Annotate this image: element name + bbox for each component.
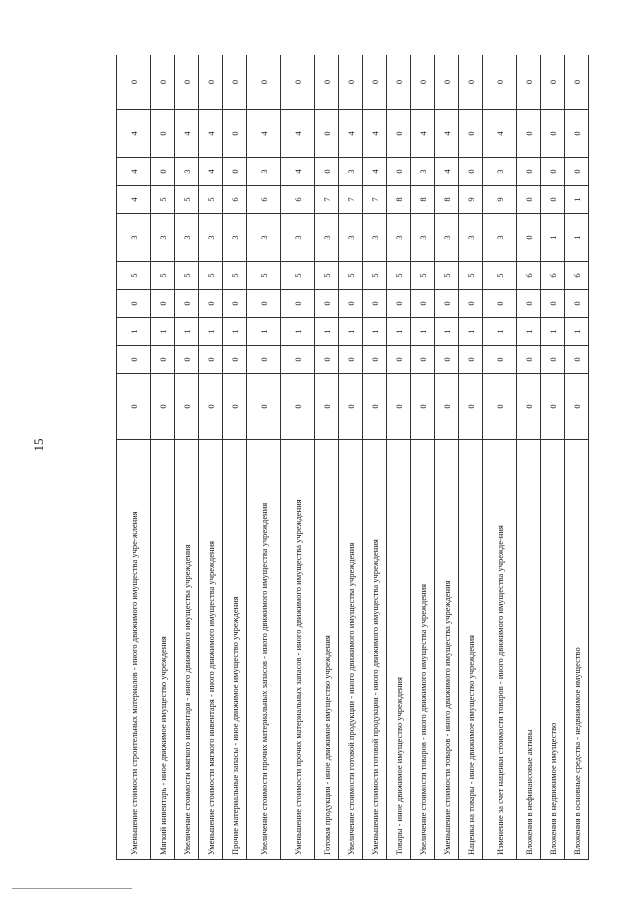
code-digit-cell: 1	[281, 318, 315, 346]
page-number: 15	[31, 438, 46, 452]
code-digit-cell: 8	[387, 186, 411, 214]
table-row	[281, 55, 315, 860]
code-digit-cell: 6	[247, 186, 281, 214]
code-digit-cell: 0	[565, 110, 589, 158]
code-digit-cell: 5	[199, 262, 223, 290]
code-digit-cell: 0	[387, 158, 411, 186]
code-digit-cell: 5	[223, 262, 247, 290]
account-name-cell: Увеличение стоимости мягкого инвентаря - иного движимого имущества учреждения	[175, 440, 199, 860]
code-digit-cell: 0	[315, 110, 339, 158]
code-digit-cell: 1	[199, 318, 223, 346]
code-digit-cell: 0	[541, 55, 565, 110]
code-digit-cell: 0	[565, 55, 589, 110]
code-digit-cell: 4	[435, 158, 459, 186]
code-digit-cell: 0	[459, 290, 483, 318]
table-row	[175, 55, 199, 860]
account-name-cell: Вложения в недвижимое имущество	[541, 440, 565, 860]
account-name-cell: Вложения в нефинансовые активы	[517, 440, 541, 860]
code-digit-cell: 0	[151, 110, 175, 158]
code-digit-cell: 1	[247, 318, 281, 346]
code-digit-cell: 7	[315, 186, 339, 214]
code-digit-cell: 0	[565, 158, 589, 186]
code-digit-cell: 1	[435, 318, 459, 346]
table-row	[151, 55, 175, 860]
code-digit-cell: 0	[315, 346, 339, 374]
account-name-cell: Уменьшение стоимости готовой продукции - иного движимого имущества учреждения	[363, 440, 387, 860]
code-digit-cell: 0	[339, 346, 363, 374]
code-digit-cell: 4	[435, 110, 459, 158]
table-row	[459, 55, 483, 860]
code-digit-cell: 4	[199, 158, 223, 186]
code-digit-cell: 3	[363, 214, 387, 262]
code-digit-cell: 1	[175, 318, 199, 346]
code-digit-cell: 0	[247, 55, 281, 110]
code-digit-cell: 1	[223, 318, 247, 346]
code-digit-cell: 4	[247, 110, 281, 158]
code-digit-cell: 0	[541, 158, 565, 186]
table-row	[483, 55, 517, 860]
code-digit-cell: 0	[517, 110, 541, 158]
code-digit-cell: 0	[339, 290, 363, 318]
code-digit-cell: 0	[483, 346, 517, 374]
code-digit-cell: 4	[117, 158, 151, 186]
account-name-cell: Уменьшение стоимости строительных материалов - иного движимого имущества учре-жления	[117, 440, 151, 860]
code-digit-cell: 0	[117, 374, 151, 440]
code-digit-cell: 0	[517, 374, 541, 440]
code-digit-cell: 0	[363, 55, 387, 110]
code-digit-cell: 0	[459, 55, 483, 110]
code-digit-cell: 3	[175, 214, 199, 262]
code-digit-cell: 0	[247, 290, 281, 318]
code-digit-cell: 0	[223, 346, 247, 374]
code-digit-cell: 0	[363, 346, 387, 374]
code-digit-cell: 0	[517, 55, 541, 110]
code-digit-cell: 3	[483, 214, 517, 262]
code-digit-cell: 4	[117, 110, 151, 158]
code-digit-cell: 0	[223, 55, 247, 110]
code-digit-cell: 6	[541, 262, 565, 290]
account-name-cell: Прочие материальные запасы - иное движимое имущество учреждения	[223, 440, 247, 860]
code-digit-cell: 5	[151, 262, 175, 290]
code-digit-cell: 4	[199, 110, 223, 158]
code-digit-cell: 0	[435, 346, 459, 374]
code-digit-cell: 0	[223, 374, 247, 440]
code-digit-cell: 5	[315, 262, 339, 290]
code-digit-cell: 0	[363, 374, 387, 440]
code-digit-cell: 4	[175, 110, 199, 158]
code-digit-cell: 1	[459, 318, 483, 346]
code-digit-cell: 0	[151, 374, 175, 440]
code-digit-cell: 0	[517, 158, 541, 186]
code-digit-cell: 9	[483, 186, 517, 214]
code-digit-cell: 9	[459, 186, 483, 214]
account-name-cell: Увеличение стоимости товаров - иного движимого имущества учреждения	[411, 440, 435, 860]
code-digit-cell: 0	[517, 290, 541, 318]
code-digit-cell: 0	[315, 158, 339, 186]
code-digit-cell: 4	[281, 110, 315, 158]
code-digit-cell: 1	[387, 318, 411, 346]
code-digit-cell: 6	[565, 262, 589, 290]
code-digit-cell: 0	[565, 374, 589, 440]
code-digit-cell: 3	[199, 214, 223, 262]
code-digit-cell: 0	[517, 186, 541, 214]
code-digit-cell: 0	[339, 55, 363, 110]
code-digit-cell: 0	[199, 346, 223, 374]
code-digit-cell: 0	[459, 346, 483, 374]
rotated-table-area	[116, 55, 607, 860]
code-digit-cell: 1	[117, 318, 151, 346]
code-digit-cell: 0	[247, 346, 281, 374]
account-name-cell: Изменение за счет наценки стоимости товаров - иного движимого имущества учрежде-ния	[483, 440, 517, 860]
code-digit-cell: 5	[411, 262, 435, 290]
code-digit-cell: 1	[411, 318, 435, 346]
code-digit-cell: 5	[175, 262, 199, 290]
code-digit-cell: 0	[117, 55, 151, 110]
code-digit-cell: 8	[435, 186, 459, 214]
code-digit-cell: 0	[151, 158, 175, 186]
code-digit-cell: 0	[175, 374, 199, 440]
code-digit-cell: 0	[117, 346, 151, 374]
code-digit-cell: 4	[411, 110, 435, 158]
code-digit-cell: 0	[565, 346, 589, 374]
table-row	[541, 55, 565, 860]
code-digit-cell: 0	[223, 158, 247, 186]
code-digit-cell: 0	[541, 346, 565, 374]
code-digit-cell: 0	[175, 55, 199, 110]
code-digit-cell: 0	[247, 374, 281, 440]
code-digit-cell: 0	[387, 290, 411, 318]
code-digit-cell: 3	[459, 214, 483, 262]
code-digit-cell: 0	[363, 290, 387, 318]
code-digit-cell: 0	[459, 158, 483, 186]
code-digit-cell: 5	[339, 262, 363, 290]
code-digit-cell: 8	[411, 186, 435, 214]
code-digit-cell: 0	[339, 374, 363, 440]
code-digit-cell: 0	[435, 290, 459, 318]
code-digit-cell: 0	[459, 110, 483, 158]
code-digit-cell: 0	[151, 55, 175, 110]
table-row	[517, 55, 541, 860]
code-digit-cell: 1	[565, 318, 589, 346]
code-digit-cell: 0	[541, 374, 565, 440]
code-digit-cell: 0	[483, 290, 517, 318]
code-digit-cell: 3	[339, 214, 363, 262]
code-digit-cell: 0	[517, 214, 541, 262]
table-body	[117, 55, 589, 860]
code-digit-cell: 5	[363, 262, 387, 290]
code-digit-cell: 0	[281, 374, 315, 440]
code-digit-cell: 0	[151, 290, 175, 318]
code-digit-cell: 0	[387, 55, 411, 110]
code-digit-cell: 5	[175, 186, 199, 214]
table-row	[315, 55, 339, 860]
code-digit-cell: 5	[387, 262, 411, 290]
code-digit-cell: 0	[411, 290, 435, 318]
code-digit-cell: 1	[363, 318, 387, 346]
code-digit-cell: 0	[199, 55, 223, 110]
code-digit-cell: 5	[199, 186, 223, 214]
code-digit-cell: 4	[483, 110, 517, 158]
account-name-cell: Готовая продукция - иное движимое имущество учреждения	[315, 440, 339, 860]
code-digit-cell: 1	[151, 318, 175, 346]
account-name-cell: Уменьшение стоимости прочих материальных запасов - иного движимого имущества учреждения	[281, 440, 315, 860]
code-digit-cell: 0	[175, 346, 199, 374]
code-digit-cell: 4	[117, 186, 151, 214]
code-digit-cell: 4	[339, 110, 363, 158]
code-digit-cell: 5	[435, 262, 459, 290]
code-digit-cell: 6	[517, 262, 541, 290]
code-digit-cell: 6	[281, 186, 315, 214]
code-digit-cell: 0	[281, 55, 315, 110]
code-digit-cell: 3	[223, 214, 247, 262]
code-digit-cell: 0	[411, 374, 435, 440]
code-digit-cell: 3	[411, 158, 435, 186]
code-digit-cell: 0	[483, 374, 517, 440]
code-digit-cell: 1	[483, 318, 517, 346]
code-digit-cell: 3	[151, 214, 175, 262]
code-digit-cell: 0	[315, 374, 339, 440]
code-digit-cell: 3	[387, 214, 411, 262]
account-name-cell: Увеличение стоимости прочих материальных запасов - иного движимого имущества учреждения	[247, 440, 281, 860]
code-digit-cell: 3	[247, 214, 281, 262]
code-digit-cell: 7	[363, 186, 387, 214]
table-row	[435, 55, 459, 860]
table-row	[199, 55, 223, 860]
code-digit-cell: 4	[363, 110, 387, 158]
table-row	[565, 55, 589, 860]
account-name-cell: Уменьшение стоимости товаров - иного движимого имущества учреждения	[435, 440, 459, 860]
account-name-cell: Мягкий инвентарь - иное движимое имущество учреждения	[151, 440, 175, 860]
code-digit-cell: 3	[435, 214, 459, 262]
code-digit-cell: 7	[339, 186, 363, 214]
account-name-cell: Товары - иное движимое имущество учреждения	[387, 440, 411, 860]
code-digit-cell: 1	[315, 318, 339, 346]
table-row	[363, 55, 387, 860]
code-digit-cell: 0	[459, 374, 483, 440]
code-digit-cell: 0	[117, 290, 151, 318]
code-digit-cell: 1	[339, 318, 363, 346]
code-digit-cell: 0	[315, 55, 339, 110]
code-digit-cell: 3	[175, 158, 199, 186]
code-digit-cell: 1	[541, 318, 565, 346]
code-digit-cell: 3	[483, 158, 517, 186]
code-digit-cell: 0	[387, 346, 411, 374]
code-digit-cell: 0	[411, 346, 435, 374]
code-digit-cell: 5	[117, 262, 151, 290]
code-digit-cell: 0	[435, 55, 459, 110]
code-digit-cell: 3	[411, 214, 435, 262]
account-name-cell: Уменьшение стоимости мягкого инвентаря - иного движимого имущества учреждения	[199, 440, 223, 860]
code-digit-cell: 1	[517, 318, 541, 346]
footer-rule	[12, 888, 132, 889]
code-digit-cell: 0	[281, 346, 315, 374]
code-digit-cell: 0	[435, 374, 459, 440]
table-row	[387, 55, 411, 860]
rotated-table-container	[116, 55, 607, 860]
code-digit-cell: 5	[281, 262, 315, 290]
code-digit-cell: 3	[339, 158, 363, 186]
code-digit-cell: 0	[541, 186, 565, 214]
table-row	[247, 55, 281, 860]
code-digit-cell: 3	[247, 158, 281, 186]
code-digit-cell: 0	[517, 346, 541, 374]
code-digit-cell: 3	[117, 214, 151, 262]
code-digit-cell: 0	[223, 290, 247, 318]
code-digit-cell: 3	[281, 214, 315, 262]
table-row	[117, 55, 151, 860]
code-digit-cell: 5	[459, 262, 483, 290]
table-row	[411, 55, 435, 860]
code-digit-cell: 1	[541, 214, 565, 262]
code-digit-cell: 0	[151, 346, 175, 374]
table-row	[339, 55, 363, 860]
code-digit-cell: 0	[315, 290, 339, 318]
account-name-cell: Наценка на товары - иное движимое имущество учреждения	[459, 440, 483, 860]
code-digit-cell: 5	[247, 262, 281, 290]
code-digit-cell: 0	[411, 55, 435, 110]
code-digit-cell: 6	[223, 186, 247, 214]
code-digit-cell: 0	[281, 290, 315, 318]
code-digit-cell: 1	[565, 214, 589, 262]
account-name-cell: Вложения в основные средства - недвижимое имущество	[565, 440, 589, 860]
code-digit-cell: 0	[541, 290, 565, 318]
code-digit-cell: 0	[387, 374, 411, 440]
code-digit-cell: 5	[483, 262, 517, 290]
code-digit-cell: 0	[223, 110, 247, 158]
code-digit-cell: 0	[541, 110, 565, 158]
code-digit-cell: 0	[387, 110, 411, 158]
code-digit-cell: 1	[565, 186, 589, 214]
code-digit-cell: 0	[199, 290, 223, 318]
code-digit-cell: 0	[199, 374, 223, 440]
code-digit-cell: 4	[363, 158, 387, 186]
code-digit-cell: 0	[175, 290, 199, 318]
code-digit-cell: 4	[281, 158, 315, 186]
code-digit-cell: 3	[315, 214, 339, 262]
code-digit-cell: 0	[565, 290, 589, 318]
code-digit-cell: 0	[483, 55, 517, 110]
table-row	[223, 55, 247, 860]
account-name-cell: Увеличение стоимости готовой продукции - иного движимого имущества учреждения	[339, 440, 363, 860]
account-codes-table	[116, 55, 589, 860]
code-digit-cell: 5	[151, 186, 175, 214]
